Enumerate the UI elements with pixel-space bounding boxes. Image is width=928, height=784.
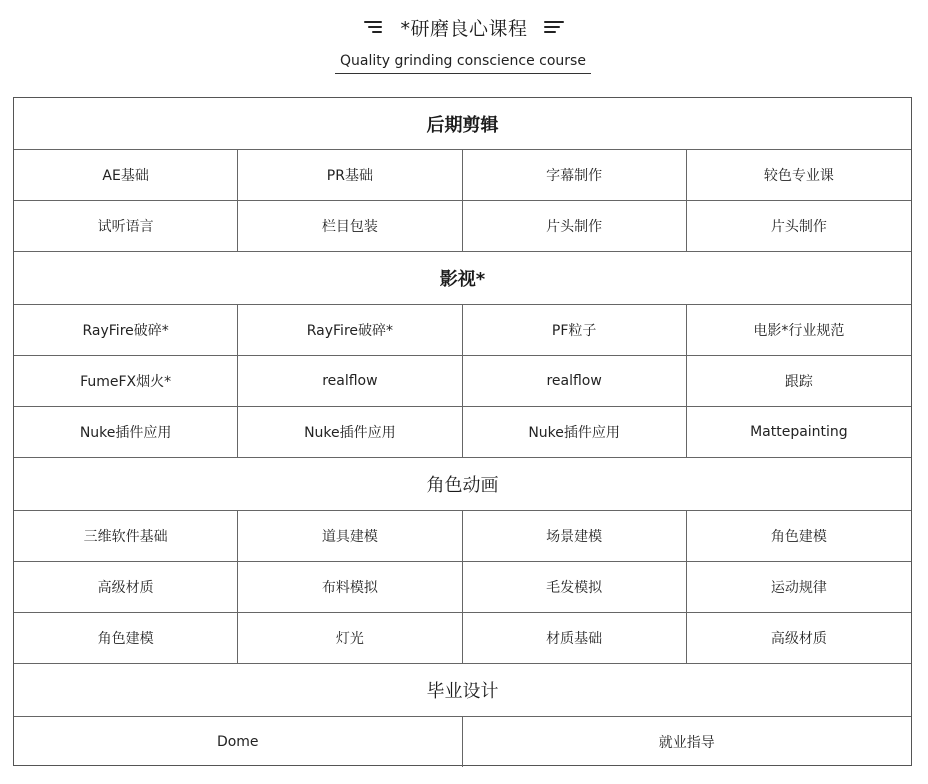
table-cell: Dome [14,717,463,767]
table-cell: 场景建模 [463,511,687,561]
table-cell: FumeFX烟火* [14,356,238,406]
table-cell: 栏目包装 [238,201,462,251]
section-heading: 毕业设计 [14,664,911,717]
table-cell: 道具建模 [238,511,462,561]
table-cell: Nuke插件应用 [238,407,462,457]
table-cell: 片头制作 [463,201,687,251]
table-cell: 字幕制作 [463,150,687,200]
page-title: *研磨良心课程 [400,17,528,40]
table-cell: 运动规律 [770,580,827,596]
table-cell: 就业指导 [658,735,715,751]
table-cell: 试听语言 [14,201,238,251]
menu-lines-right-icon [542,19,564,35]
table-row [14,201,911,252]
table-cell: PF粒子 [463,305,687,355]
table-cell: 三维软件基础 [14,511,238,561]
section-heading: 影视* [14,252,911,305]
table-cell: 高级材质 [770,631,827,647]
table-row [14,407,911,458]
table-cell: 布料模拟 [238,562,462,612]
table-row [14,717,911,767]
title-row [0,10,928,44]
table-row [14,613,911,664]
table-cell: 片头制作 [770,219,827,235]
table-cell: 电影*行业规范 [753,323,845,339]
table-cell: 材质基础 [463,613,687,663]
table-cell: 高级材质 [14,562,238,612]
table-row [14,150,911,201]
table-cell: Mattepainting [750,424,848,440]
table-cell: RayFire破碎* [238,305,462,355]
section-heading: 角色动画 [14,458,911,511]
table-cell: 角色建模 [14,613,238,663]
subtitle-underline [335,73,591,74]
menu-lines-left-icon [364,19,386,35]
table-cell: 灯光 [238,613,462,663]
table-cell: 较色专业课 [763,168,834,184]
page-subtitle: Quality grinding conscience course [340,53,586,69]
table-cell: 毛发模拟 [463,562,687,612]
section-heading: 后期剪辑 [14,98,911,150]
page-header [0,0,928,90]
table-cell: 跟踪 [784,374,813,390]
table-row [14,511,911,562]
course-table [13,97,912,766]
table-cell: Nuke插件应用 [463,407,687,457]
table-cell: Nuke插件应用 [14,407,238,457]
table-row [14,356,911,407]
table-cell: PR基础 [238,150,462,200]
table-cell: 角色建模 [770,529,827,545]
table-cell: AE基础 [14,150,238,200]
table-cell: realflow [238,356,462,406]
table-cell: RayFire破碎* [14,305,238,355]
table-cell: realflow [463,356,687,406]
table-row [14,562,911,613]
table-row [14,305,911,356]
